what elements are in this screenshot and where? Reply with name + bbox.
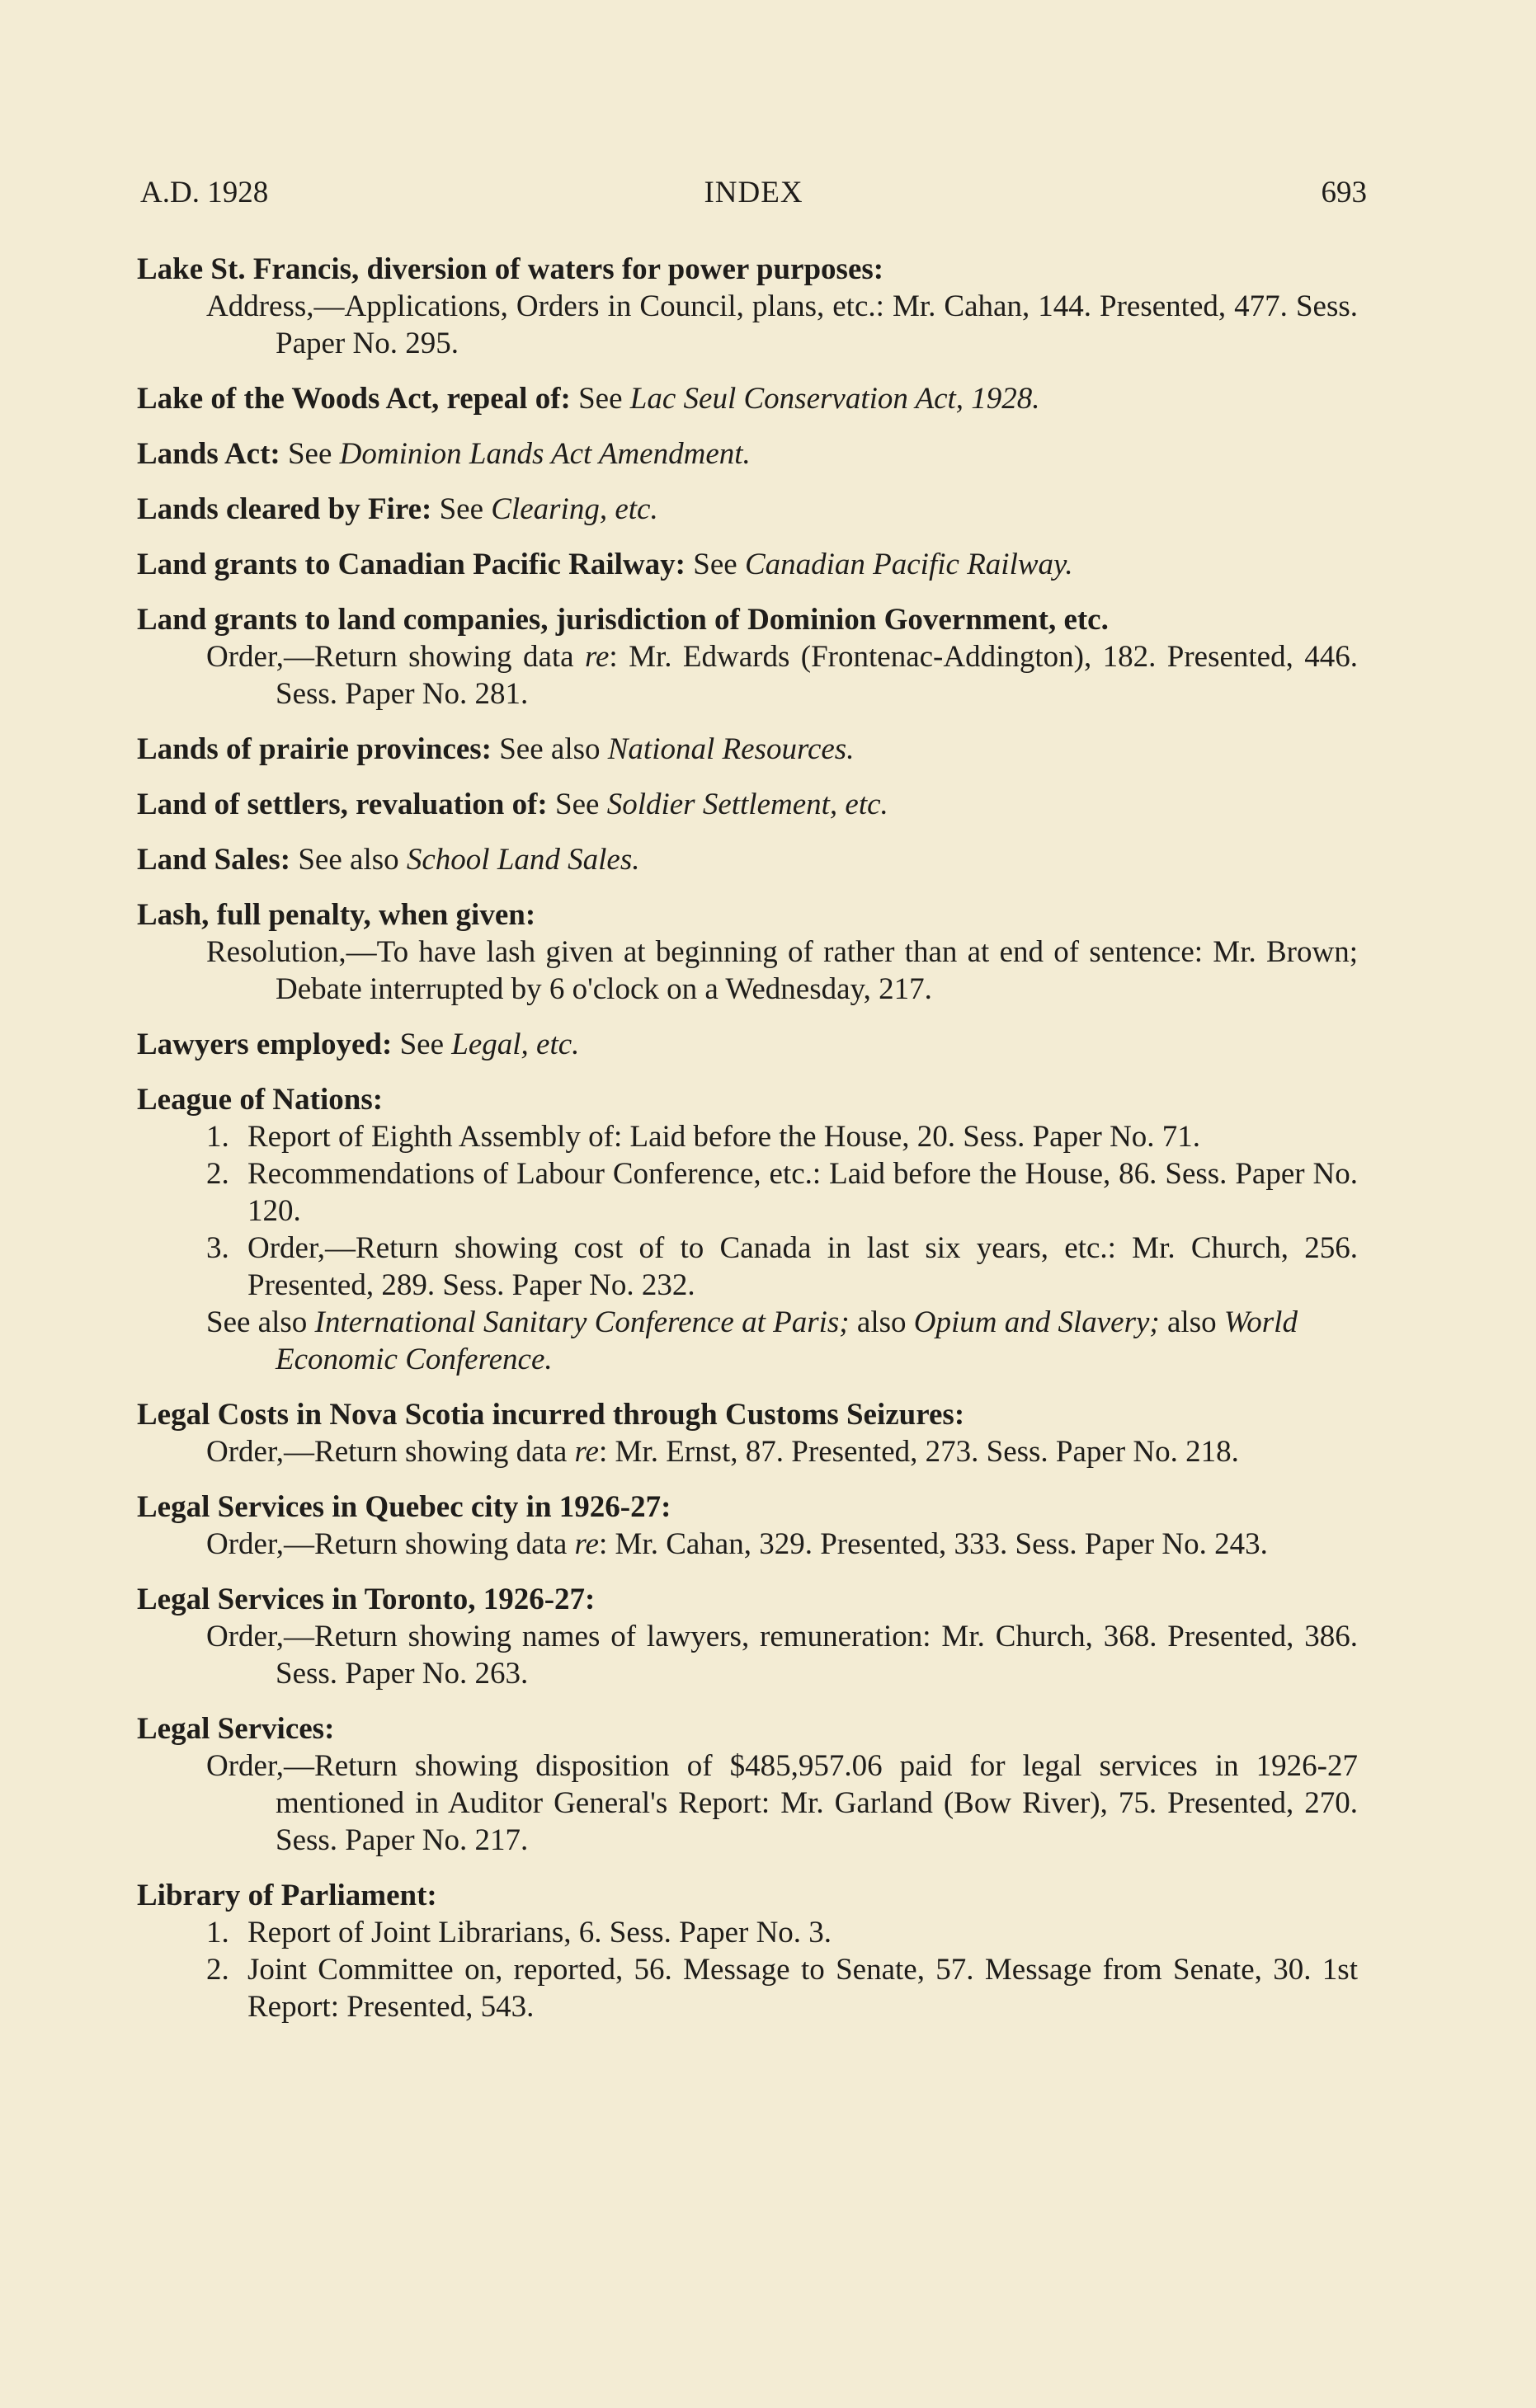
page-number: 693	[1321, 176, 1367, 209]
entry-heading: Library of Parliament:	[137, 1879, 437, 1912]
entry-subentry: Resolution,—To have lash given at beginning of rather than at end of sentence: Mr. Brown; Debate interrupted by 6 o'clock on a Wednesday, 217.	[206, 935, 1358, 1006]
entry-heading: Lake St. Francis, diversion of waters for power purposes:	[137, 252, 884, 286]
entry-heading: Lake of the Woods Act, repeal of:	[137, 382, 571, 416]
entry-subentry: Address,—Applications, Orders in Council, plans, etc.: Mr. Cahan, 144. Presented, 477. Sess. Paper No. 295.	[206, 289, 1358, 360]
numbered-subentry: 3. Order,—Return showing cost of to Canada in last six years, etc.: Mr. Church, 256. Presented, 289. Sess. Paper No. 232.	[206, 1231, 1358, 1302]
entry-heading: Lands Act:	[137, 437, 280, 471]
index-entry	[137, 786, 1358, 823]
cross-reference: Legal, etc.	[451, 1028, 580, 1061]
index-entry	[137, 546, 1358, 583]
index-entry	[137, 1396, 1358, 1470]
cross-reference: Dominion Lands Act Amendment.	[339, 437, 751, 471]
index-entry	[137, 1489, 1358, 1563]
cross-reference: Soldier Settlement, etc.	[606, 788, 888, 821]
index-entry	[137, 491, 1358, 528]
index-entry	[137, 1581, 1358, 1692]
entry-subentry: Order,—Return showing data re: Mr. Cahan, 329. Presented, 333. Sess. Paper No. 243.	[206, 1527, 1268, 1561]
entry-subentry: Order,—Return showing data re: Mr. Ernst, 87. Presented, 273. Sess. Paper No. 218.	[206, 1435, 1239, 1469]
index-body	[137, 251, 1358, 2044]
entry-heading: Lash, full penalty, when given:	[137, 898, 536, 932]
entry-heading: Legal Services in Quebec city in 1926-27:	[137, 1490, 671, 1524]
entry-subentry: Order,—Return showing data re: Mr. Edwards (Frontenac-Addington), 182. Presented, 446. Sess. Paper No. 281.	[206, 640, 1358, 711]
numbered-subentry: 2. Recommendations of Labour Conference, etc.: Laid before the House, 86. Sess. Paper No. 120.	[206, 1157, 1358, 1228]
index-entry	[137, 251, 1358, 362]
entry-heading: Lands of prairie provinces:	[137, 732, 492, 766]
see-label: See	[555, 788, 600, 821]
entry-heading: Legal Services in Toronto, 1926-27:	[137, 1583, 596, 1616]
index-entry	[137, 1710, 1358, 1859]
see-label: See	[578, 382, 623, 416]
index-entry	[137, 1026, 1358, 1063]
cross-reference: School Land Sales.	[406, 843, 640, 877]
index-entry	[137, 1081, 1358, 1378]
index-entry	[137, 601, 1358, 713]
cross-reference: Lac Seul Conservation Act, 1928.	[629, 382, 1040, 416]
entry-heading: Lands cleared by Fire:	[137, 492, 432, 526]
entry-heading: Lawyers employed:	[137, 1028, 393, 1061]
cross-reference: Clearing, etc.	[491, 492, 658, 526]
numbered-subentry: 1. Report of Joint Librarians, 6. Sess. Paper No. 3.	[206, 1916, 832, 1949]
entry-heading: Legal Costs in Nova Scotia incurred through Customs Seizures:	[137, 1398, 965, 1432]
index-entry	[137, 435, 1358, 473]
cross-reference: Canadian Pacific Railway.	[744, 548, 1073, 581]
entry-heading: Land of settlers, revaluation of:	[137, 788, 548, 821]
see-label: See	[439, 492, 484, 526]
see-also-line: See also International Sanitary Conference at Paris; also Opium and Slavery; also World Economic Conference.	[206, 1305, 1298, 1376]
entry-subentry: Order,—Return showing disposition of $485,957.06 paid for legal services in 1926-27 mentioned in Auditor General's Report: Mr. Garland (Bow River), 75. Presented, 270. Sess. Paper No. 217.	[206, 1749, 1358, 1857]
header-title: INDEX	[704, 176, 803, 209]
numbered-subentry: 1. Report of Eighth Assembly of: Laid before the House, 20. Sess. Paper No. 71.	[206, 1120, 1201, 1154]
numbered-subentry: 2. Joint Committee on, reported, 56. Message to Senate, 57. Message from Senate, 30. 1st Report: Presented, 543.	[206, 1953, 1358, 2024]
cross-reference: National Resources.	[607, 732, 855, 766]
see-label: See	[399, 1028, 445, 1061]
entry-heading: Land Sales:	[137, 843, 291, 877]
running-header	[140, 175, 1367, 216]
see-label: See	[693, 548, 737, 581]
index-entry	[137, 731, 1358, 768]
index-entry	[137, 380, 1358, 417]
entry-heading: League of Nations:	[137, 1083, 384, 1117]
index-entry	[137, 1877, 1358, 2025]
entry-subentry: Order,—Return showing names of lawyers, remuneration: Mr. Church, 368. Presented, 386. Sess. Paper No. 263.	[206, 1620, 1358, 1691]
index-entry	[137, 841, 1358, 878]
entry-heading: Legal Services:	[137, 1712, 335, 1746]
entry-heading: Land grants to land companies, jurisdiction of Dominion Government, etc.	[137, 603, 1109, 637]
see-label: See	[287, 437, 332, 471]
see-label: See also	[298, 843, 399, 877]
entry-heading: Land grants to Canadian Pacific Railway:	[137, 548, 686, 581]
see-label: See also	[499, 732, 601, 766]
index-entry	[137, 896, 1358, 1008]
header-year: A.D. 1928	[140, 176, 269, 209]
